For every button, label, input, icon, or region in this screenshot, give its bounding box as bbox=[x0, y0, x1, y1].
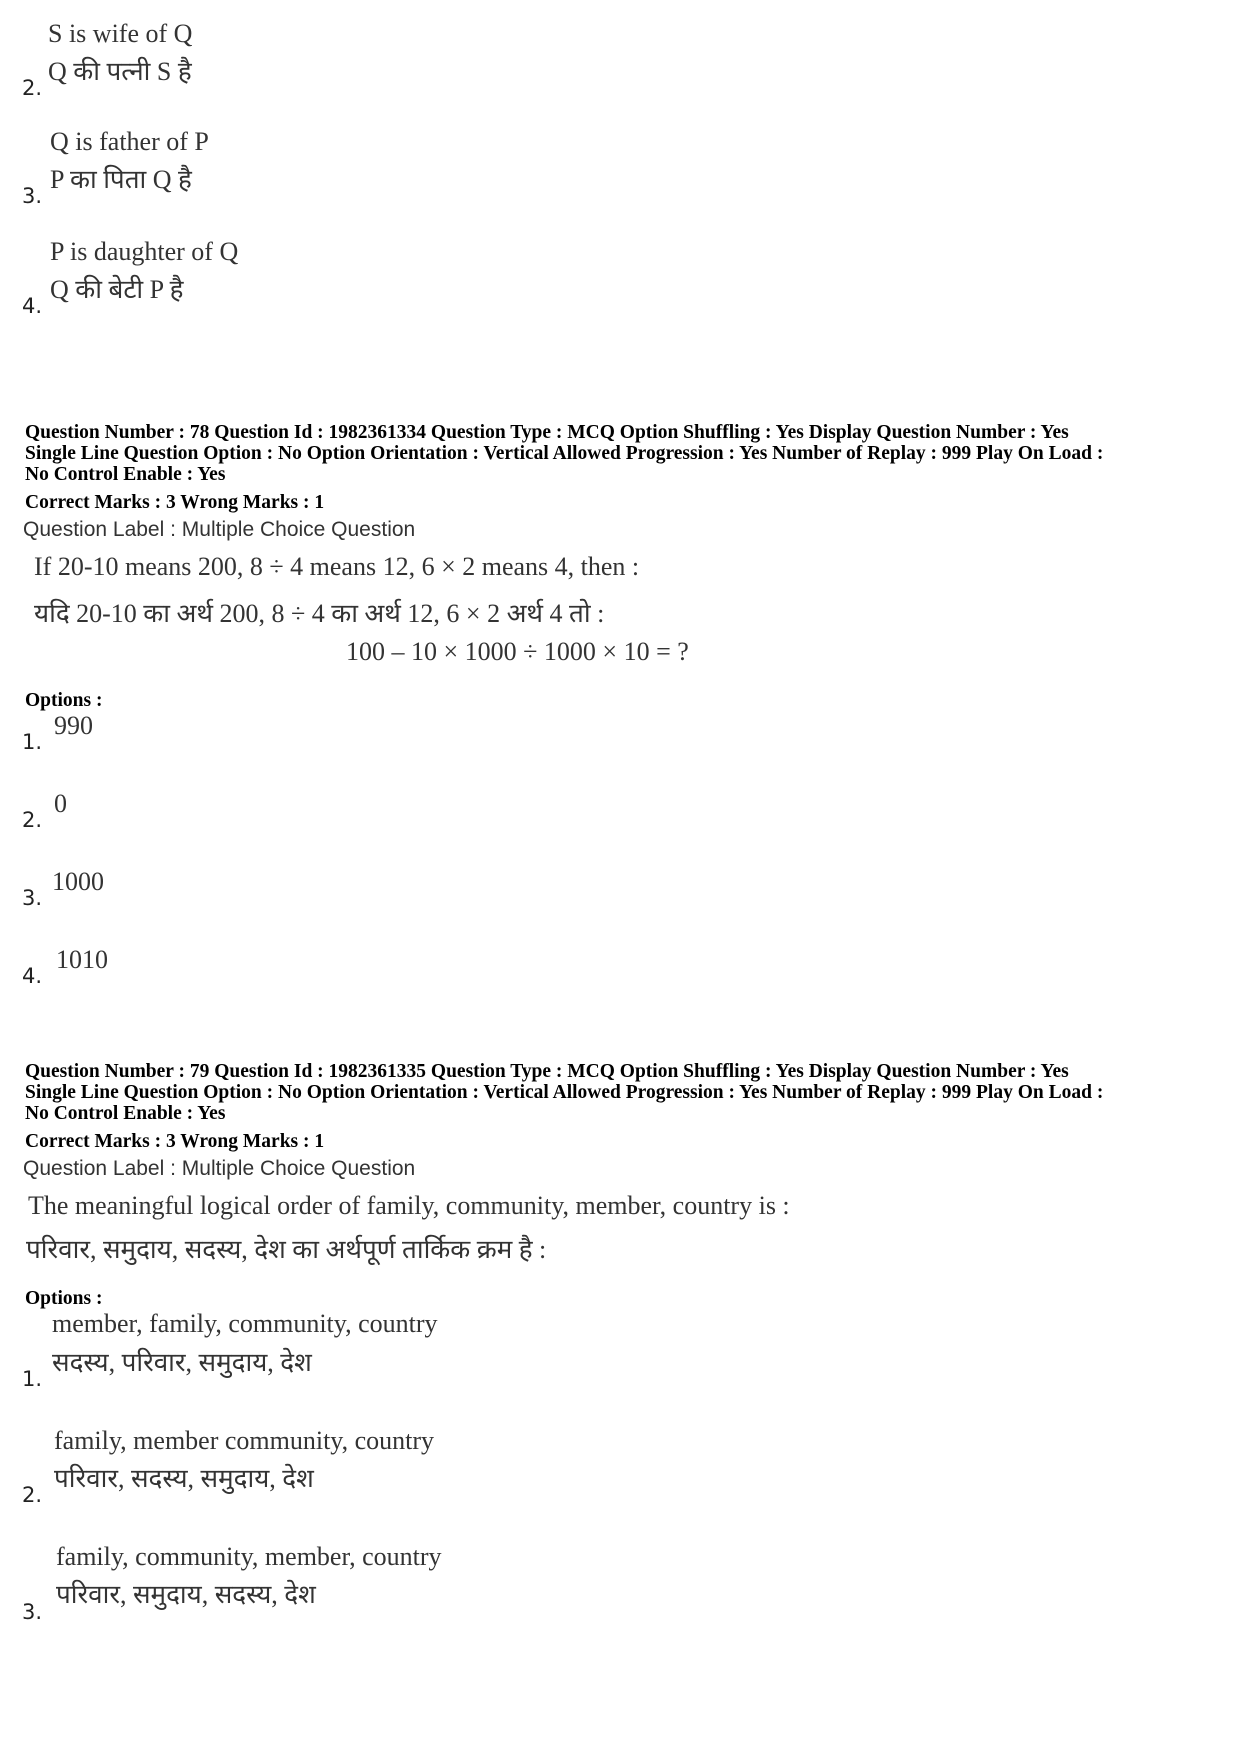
option-number: 1. bbox=[22, 730, 43, 754]
option-number: 1. bbox=[22, 1367, 43, 1391]
question-text-hi: यदि 20-10 का अर्थ 200, 8 ÷ 4 का अर्थ 12, 6 × 2 अर्थ 4 तो : bbox=[34, 599, 605, 628]
option-number: 2. bbox=[22, 76, 43, 100]
question-marks: Correct Marks : 3 Wrong Marks : 1 bbox=[25, 1131, 325, 1152]
option-text-hi: परिवार, सदस्य, समुदाय, देश bbox=[54, 1464, 314, 1493]
option-text-en: P is daughter of Q bbox=[50, 237, 239, 266]
option-number: 3. bbox=[22, 886, 43, 910]
question-label: Question Label : Multiple Choice Question bbox=[23, 1157, 416, 1180]
options-heading: Options : bbox=[25, 690, 103, 711]
meta-line: Single Line Question Option : No Option Orientation : Vertical Allowed Progression : Yes Number of Replay : 999 Play On Load : bbox=[25, 443, 1104, 464]
option-text: 990 bbox=[54, 711, 93, 740]
option-text: 1000 bbox=[52, 867, 104, 896]
option-text-en: member, family, community, country bbox=[52, 1309, 438, 1338]
option-text-hi: सदस्य, परिवार, समुदाय, देश bbox=[52, 1348, 312, 1377]
option-text-hi: P का पिता Q है bbox=[50, 165, 192, 194]
option-text-hi: परिवार, समुदाय, सदस्य, देश bbox=[56, 1580, 316, 1609]
options-heading: Options : bbox=[25, 1288, 103, 1309]
meta-line: No Control Enable : Yes bbox=[25, 1103, 226, 1124]
meta-line: Question Number : 78 Question Id : 1982361334 Question Type : MCQ Option Shuffling : Yes Display Question Number : Yes bbox=[25, 422, 1069, 443]
question-meta bbox=[25, 1061, 1225, 1124]
question-meta bbox=[25, 422, 1225, 485]
option-number: 2. bbox=[22, 1483, 43, 1507]
question-text-hi: परिवार, समुदाय, सदस्य, देश का अर्थपूर्ण तार्किक क्रम है : bbox=[26, 1235, 547, 1264]
option-text-en: family, member community, country bbox=[54, 1426, 435, 1455]
question-expression: 100 – 10 × 1000 ÷ 1000 × 10 = ? bbox=[346, 637, 689, 666]
question-text-en: If 20-10 means 200, 8 ÷ 4 means 12, 6 × 2 means 4, then : bbox=[34, 552, 640, 581]
question-text-en: The meaningful logical order of family, community, member, country is : bbox=[28, 1191, 790, 1220]
option-text-en: Q is father of P bbox=[50, 127, 209, 156]
option-text-hi: Q की पत्नी S है bbox=[48, 57, 192, 86]
option-text-en: S is wife of Q bbox=[48, 19, 193, 48]
option-text-en: family, community, member, country bbox=[56, 1542, 442, 1571]
option-number: 3. bbox=[22, 184, 43, 208]
meta-line: Question Number : 79 Question Id : 1982361335 Question Type : MCQ Option Shuffling : Yes Display Question Number : Yes bbox=[25, 1061, 1069, 1082]
option-number: 2. bbox=[22, 808, 43, 832]
option-text: 0 bbox=[54, 789, 67, 818]
meta-line: No Control Enable : Yes bbox=[25, 464, 226, 485]
option-number: 4. bbox=[22, 294, 43, 318]
option-text-hi: Q की बेटी P है bbox=[50, 275, 184, 304]
option-text: 1010 bbox=[56, 945, 108, 974]
meta-line: Single Line Question Option : No Option Orientation : Vertical Allowed Progression : Yes Number of Replay : 999 Play On Load : bbox=[25, 1082, 1104, 1103]
option-number: 4. bbox=[22, 964, 43, 988]
question-marks: Correct Marks : 3 Wrong Marks : 1 bbox=[25, 492, 325, 513]
option-number: 3. bbox=[22, 1600, 43, 1624]
question-label: Question Label : Multiple Choice Question bbox=[23, 518, 416, 541]
